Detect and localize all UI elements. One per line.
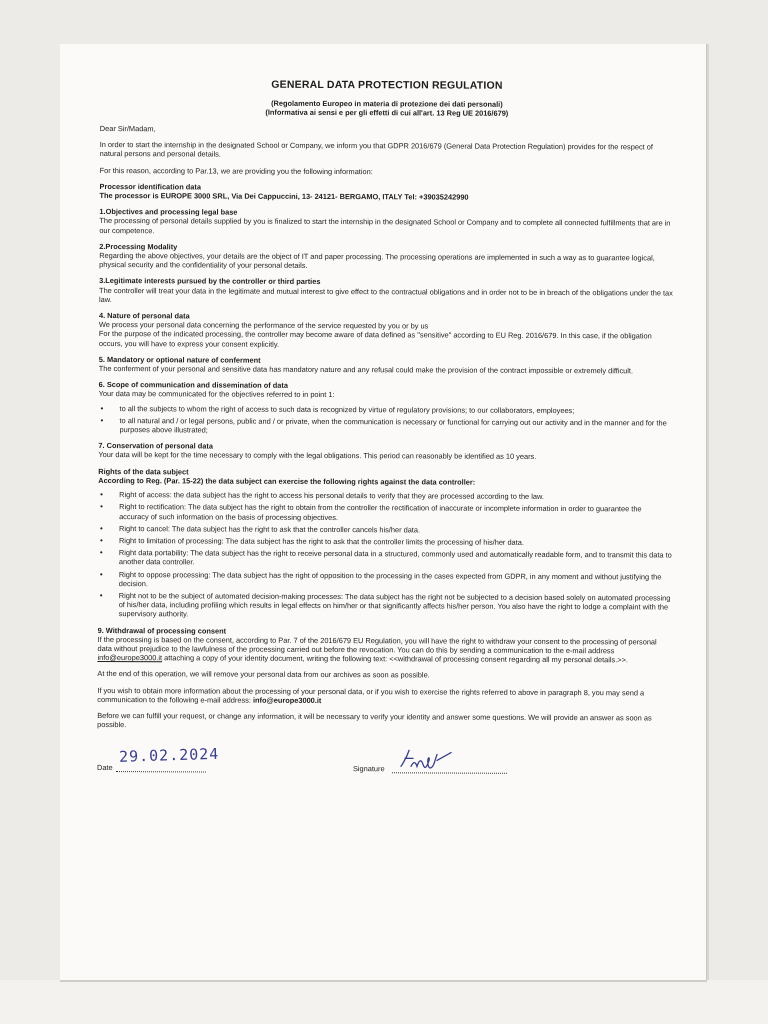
signature-row	[97, 745, 671, 788]
handwritten-signature	[397, 747, 457, 773]
intro-paragraph-2: For this reason, according to Par.13, we are providing you the following information:	[99, 165, 373, 176]
date-line	[116, 771, 206, 772]
section-legitimate-interests	[99, 276, 673, 306]
section-communication-scope	[98, 380, 672, 437]
section-text: Your data will be kept for the time necessary to comply with the legal obligations. This period can reasonably be identified as 10 years.	[98, 450, 537, 462]
bullet-list	[98, 490, 673, 621]
list-item: • Right of access: the data subject has the right to access his personal details to verify that they are processed according to the law.	[98, 490, 672, 502]
greeting: Dear Sir/Madam,	[99, 123, 156, 134]
section-text: Your data may be communicated for the objectives referred to in point 1:	[98, 389, 335, 400]
section-title: 5. Mandatory or optional nature of conferment	[98, 354, 261, 365]
section-title: 9. Withdrawal of processing consent	[97, 625, 227, 636]
list-item: • Right to oppose processing: The data subject has the right of opposition to the processing in the cases expected from GDPR, in any moment and without justifying the decision.	[98, 570, 672, 591]
list-item: • Right to cancel: The data subject has the right to ask that the controller cancels his/her data.	[98, 524, 672, 536]
section-text	[97, 635, 671, 665]
list-item: • Right data portability: The data subject has the right to receive personal data in a structured, commonly used and automatically readable form, and to transmit this data to another data controller.	[98, 548, 672, 569]
document-title: GENERAL DATA PROTECTION REGULATION	[271, 78, 503, 92]
closing-paragraph: At the end of this operation, we will remove your personal data from our archives as soon as possible.	[97, 669, 430, 680]
section-text: The conferment of your personal and sensitive data has mandatory nature and any refusal could make the provision of the contract impossible or extremely difficult.	[98, 364, 634, 376]
subtitle-line-2: (Informativa ai sensi e per gli effetti di cui all'art. 13 Reg UE 2016/679)	[265, 107, 509, 118]
section-text: We process your personal data concerning the performance of the service requested by you or by us	[98, 320, 429, 331]
handwritten-date: 29.02.2024	[118, 745, 220, 767]
document-content	[97, 78, 674, 788]
list-item: • Right to rectification: The data subject has the right to obtain from the controller the rectification of inaccurate or incomplete information in order to guarantee the accuracy of such information on the basis of processing objectives.	[98, 502, 672, 523]
section-title: 4. Nature of personal data	[98, 311, 190, 321]
section-title: 7. Conservation of personal data	[98, 441, 214, 451]
signature-label: Signature	[352, 764, 385, 774]
section-title: 1.Objectives and processing legal base	[99, 207, 238, 217]
section-withdrawal	[97, 626, 671, 665]
date-label: Date	[96, 763, 113, 773]
intro-paragraph: In order to start the internship in the designated School or Company, we inform you that GDPR 2016/679 (General Data Protection Regulation) provides for the respect of natural persons and personal details.	[99, 140, 653, 159]
section-title: Processor identification data	[99, 181, 201, 192]
section-text: For the purpose of the indicated processing, the controller may become aware of data defined as "sensitive" according to EU Reg. 2016/679. In this case, if the obligation occurs, you will have to express your consent explicitly.	[98, 329, 652, 349]
section-text: The processing of personal details supplied by you is finalized to start the internship in the designated School or Company and to complete all connected fulfillments that are in our competence.	[99, 216, 671, 235]
section-title: 6. Scope of communication and dissemination of data	[98, 380, 288, 391]
subtitle-line-1: (Regolamento Europeo in materia di protezione dei dati personali)	[271, 98, 503, 109]
section-title: 2.Processing Modality	[99, 241, 178, 252]
section-text: The controller will treat your data in the legitimate and mutual interest to give effect to the contractual obligations and in order not to be in breach of the obligations under the tax law.	[99, 285, 673, 304]
bullet-list	[98, 404, 672, 437]
text-run: attaching a copy of your identity document, writing the following text: <<withdrawal of processing consent regarding all my personal details.>>.	[162, 653, 628, 665]
section-rights	[98, 467, 673, 621]
section-title: Rights of the data subject	[98, 466, 189, 477]
text-run: If you wish to obtain more information about the processing of your personal data, or if you wish to exercise the rights referred to above in paragraph 8, you may send a communication to the following e-mail address:	[97, 685, 645, 705]
section-objectives	[99, 207, 673, 237]
closing-paragraph: Before we can fulfill your request, or change any information, it will be necessary to verify your identity and answer some questions. We will provide an answer as soon as possible.	[97, 710, 652, 730]
section-mandatory-nature	[99, 355, 673, 376]
email-address: info@europe3000.it	[252, 695, 322, 705]
text-run: If the processing is based on the consent, according to Par. 7 of the 2016/679 EU Regulation, you will have the right to withdraw your consent to the processing of personal data without prejudice to the lawfulness of the processing carried out before the revocation. You can do this by sending a communication to the e-mail address	[97, 634, 657, 656]
section-text: The processor is EUROPE 3000 SRL, Via Dei Cappuccini, 13- 24121- BERGAMO, ITALY Tel: +39035242990	[99, 191, 469, 202]
document-page	[60, 44, 707, 980]
section-title: 3.Legitimate interests pursued by the controller or third parties	[99, 276, 321, 287]
section-lead: According to Reg. (Par. 15-22) the data subject can exercise the following rights against the data controller:	[98, 475, 476, 487]
list-item: • Right not to be the subject of automated decision-making processes: The data subject has the right not be subjected to a decision based solely on automated processing of his/her data, including profiling which results in legal effects on him/her or that significantly affects his/her person. You also have the right to lodge a complaint with the supervisory authority.	[98, 591, 672, 621]
section-nature-of-data	[99, 311, 673, 350]
list-item: • to all natural and / or legal persons, public and / or private, when the communication is necessary or functional for carrying out our activity and in the manner and for the purposes above illustrated;	[98, 416, 672, 437]
closing-paragraph	[97, 686, 671, 707]
list-item: • to all the subjects to whom the right of access to such data is recognized by virtue of regulatory provisions; to our collaborators, employees;	[99, 404, 673, 416]
subtitle-block	[100, 98, 674, 119]
background-surface	[0, 980, 768, 1024]
email-link[interactable]: info@europe3000.it	[97, 653, 163, 663]
section-processor	[99, 182, 673, 203]
list-item: • Right to limitation of processing: The data subject has the right to ask that the controller limits the processing of his/her data.	[98, 536, 672, 548]
section-text: Regarding the above objectives, your details are the object of IT and paper processing. The processing operations are implemented in such a way as to guarantee logical, physical security and the confidentiality of your personal details.	[99, 251, 655, 271]
section-processing-modality	[99, 242, 673, 272]
section-conservation	[98, 441, 672, 462]
